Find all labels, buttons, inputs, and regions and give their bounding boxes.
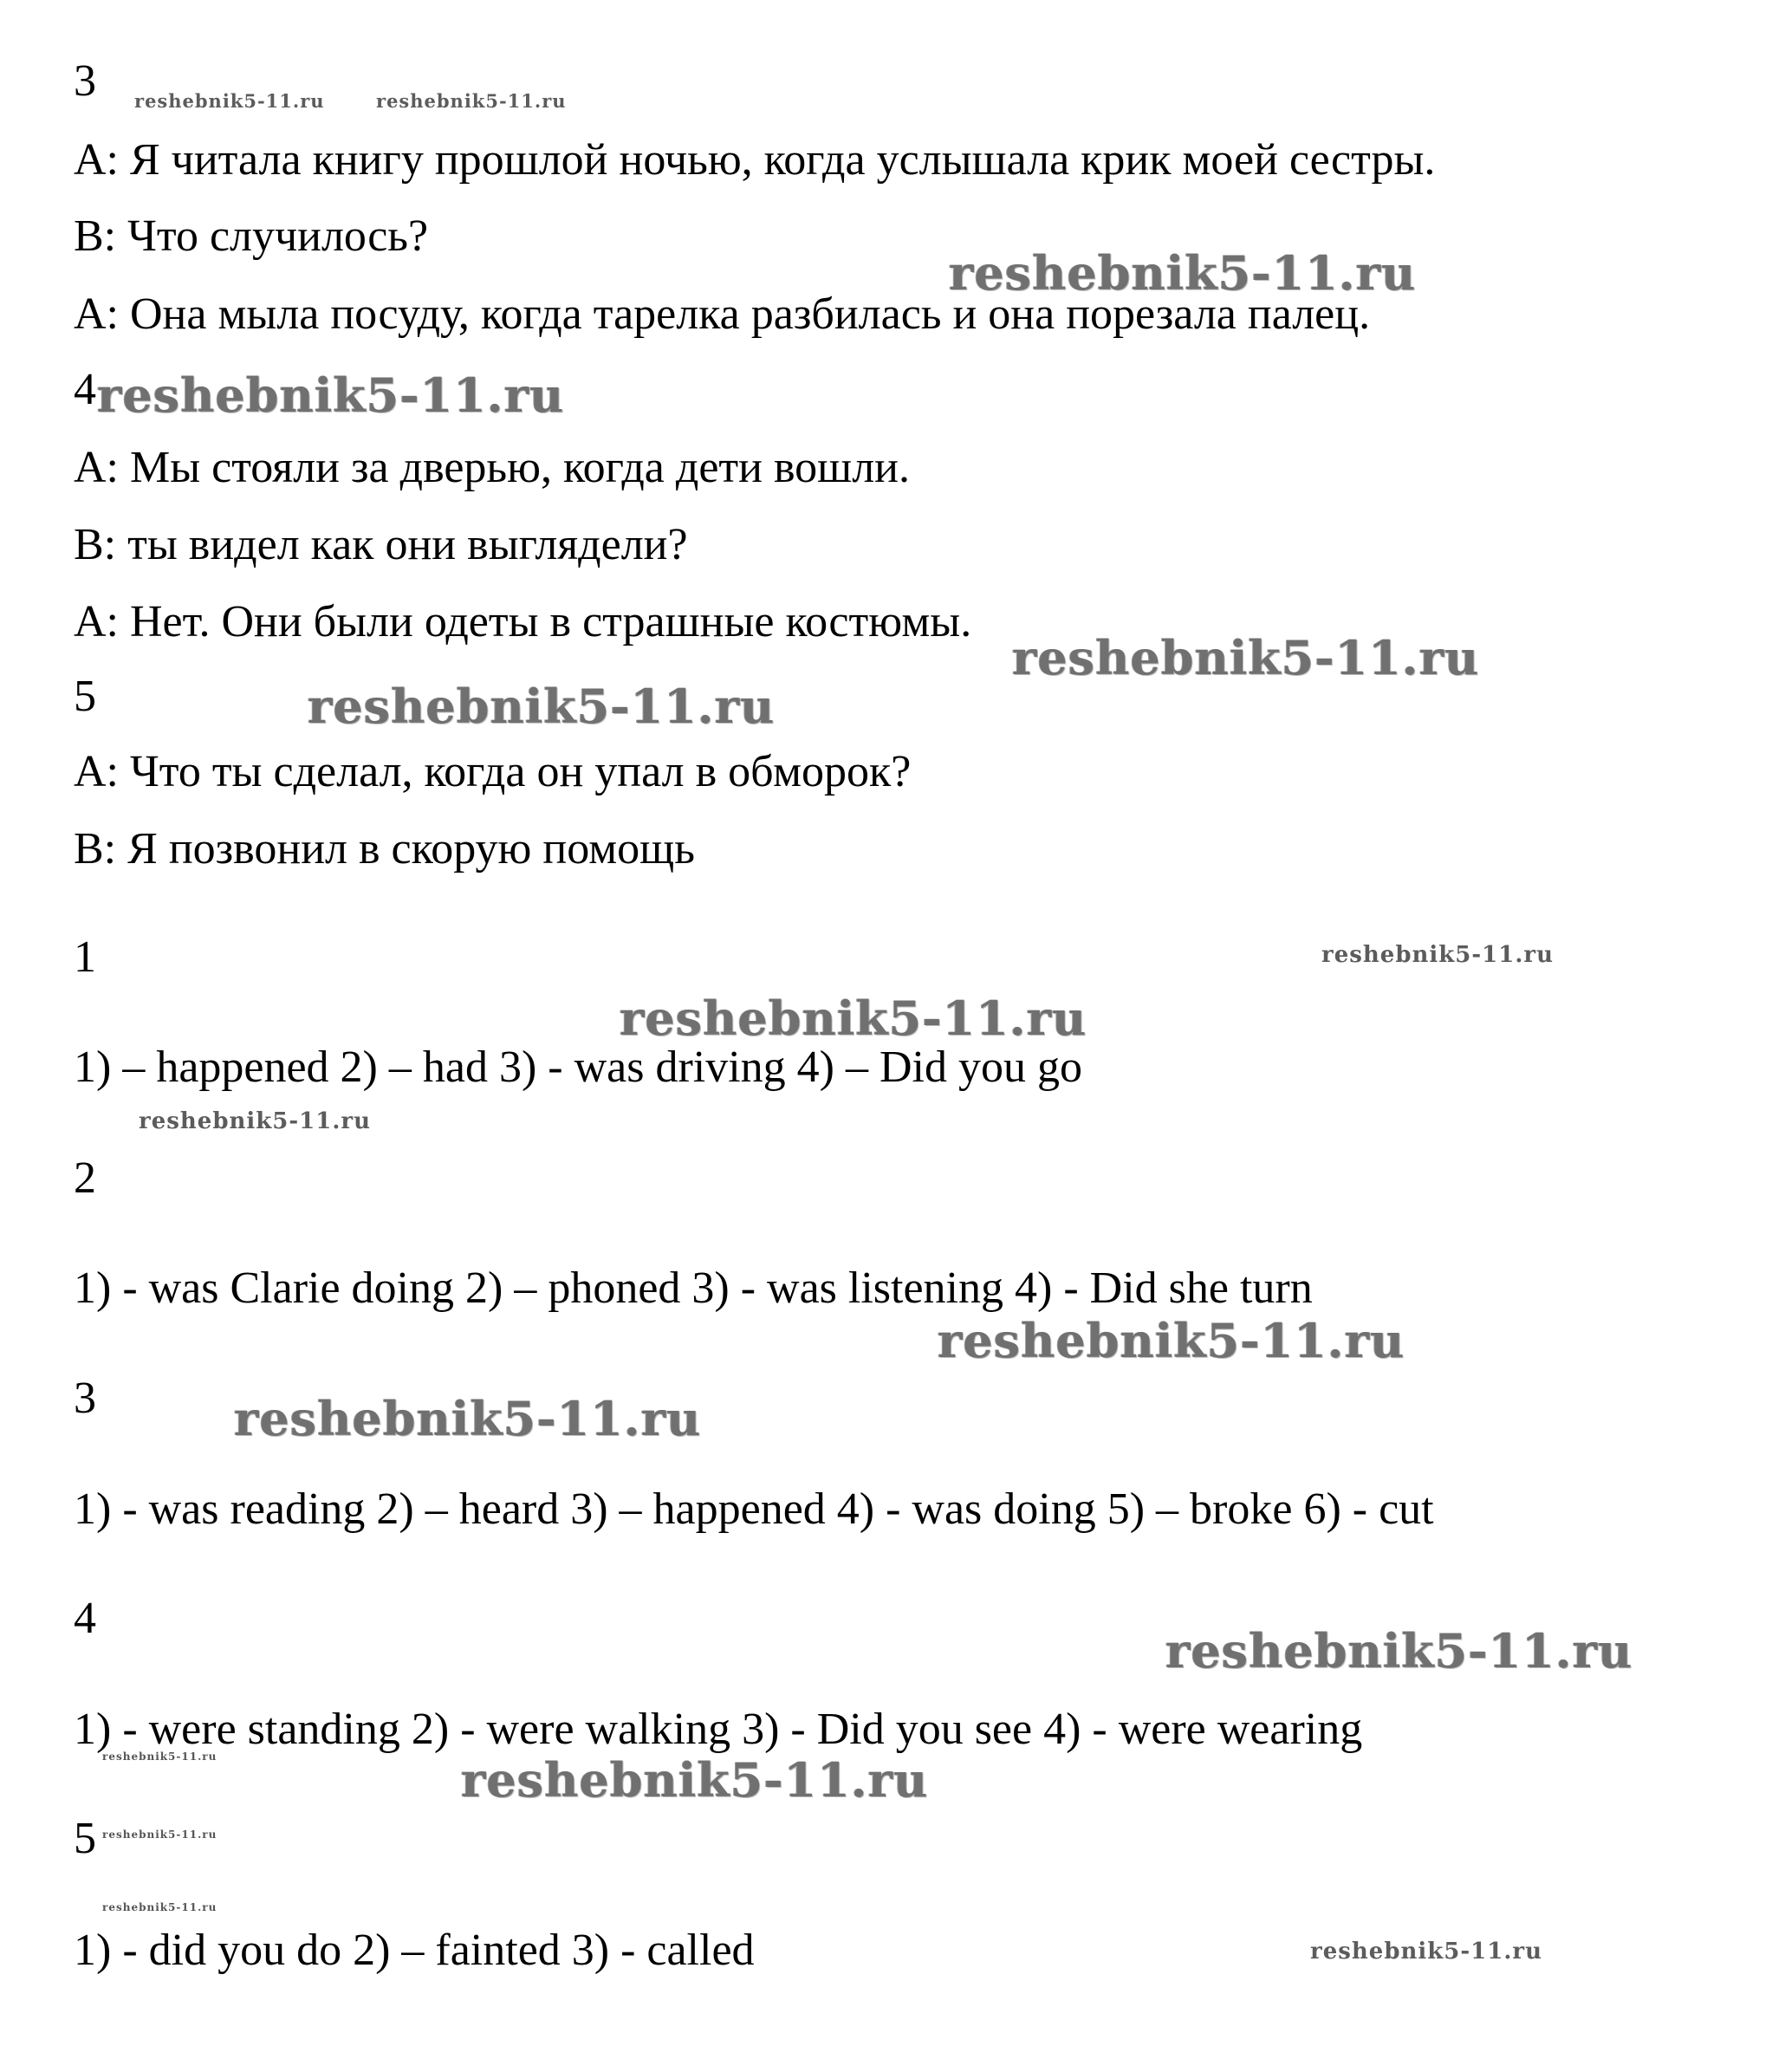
dialogue-line: В: Я позвонил в скорую помощь (74, 824, 695, 874)
watermark: reshebnik5-11.ru (376, 90, 567, 112)
answer-number: 4 (74, 1594, 96, 1643)
dialogue-line: А: Я читала книгу прошлой ночью, когда услышала крик моей сестры. (74, 135, 1436, 185)
watermark: reshebnik5-11.ru (308, 679, 776, 734)
answer-line: 1) – happened 2) – had 3) - was driving 4) – Did you go (74, 1042, 1082, 1092)
translation-number: 5 (74, 672, 96, 721)
watermark: reshebnik5-11.ru (620, 991, 1087, 1046)
dialogue-line: А: Что ты сделал, когда он упал в обморок? (74, 747, 912, 796)
watermark: reshebnik5-11.ru (102, 1901, 217, 1913)
dialogue-line: А: Нет. Они были одеты в страшные костюмы. (74, 597, 972, 646)
watermark: reshebnik5-11.ru (234, 1391, 702, 1446)
watermark: reshebnik5-11.ru (461, 1752, 929, 1808)
dialogue-line: В: ты видел как они выглядели? (74, 520, 688, 569)
watermark: reshebnik5-11.ru (949, 245, 1417, 301)
translation-number: 3 (74, 56, 96, 106)
answer-line: 1) - was Clarie doing 2) – phoned 3) - was listening 4) - Did she turn (74, 1263, 1313, 1313)
answer-line: 1) - were standing 2) - were walking 3) - Did you see 4) - were wearing (74, 1705, 1363, 1754)
dialogue-line: А: Мы стояли за дверью, когда дети вошли. (74, 443, 910, 492)
answer-number: 3 (74, 1374, 96, 1423)
answer-number: 5 (74, 1814, 96, 1863)
watermark: reshebnik5-11.ru (938, 1313, 1405, 1368)
watermark: reshebnik5-11.ru (102, 1828, 217, 1841)
answer-line: 1) - was reading 2) – heard 3) – happened 4) - was doing 5) – broke 6) - cut (74, 1484, 1434, 1534)
answer-line: 1) - did you do 2) – fainted 3) - called (74, 1926, 755, 1975)
answer-number: 1 (74, 932, 96, 982)
dialogue-line: В: Что случилось? (74, 211, 429, 261)
watermark: reshebnik5-11.ru (139, 1108, 372, 1134)
watermark: reshebnik5-11.ru (134, 90, 325, 112)
dialogue-line: А: Она мыла посуду, когда тарелка разбилась и она порезала палец. (74, 289, 1371, 339)
watermark: reshebnik5-11.ru (1321, 942, 1555, 968)
watermark: reshebnik5-11.ru (97, 367, 565, 423)
watermark: reshebnik5-11.ru (1165, 1623, 1633, 1679)
watermark: reshebnik5-11.ru (1012, 630, 1480, 685)
watermark: reshebnik5-11.ru (102, 1750, 217, 1763)
translation-number: 4 (74, 365, 96, 414)
watermark: reshebnik5-11.ru (1310, 1939, 1543, 1965)
answer-number: 2 (74, 1153, 96, 1203)
